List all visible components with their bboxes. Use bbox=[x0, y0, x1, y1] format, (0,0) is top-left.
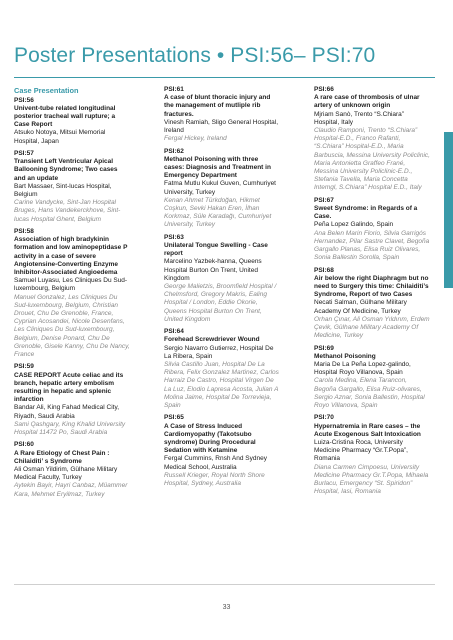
abstract-entry bbox=[164, 328, 280, 410]
abstract-title: Forehead Screwdriever Wound bbox=[164, 336, 260, 344]
abstract-authors: Bandar Ali, King Fahad Medical City, Riyadh, Saudi Arabia bbox=[14, 404, 120, 420]
abstract-id: PSI:58 bbox=[14, 228, 34, 236]
abstract-coauthors: Claudio Ramponi, Trento “S.Chiara” Hospital-E.D., Franco Rafanti, “S.Chiara” Hospital-E.D., Maria Barbuscia, Messina University Policlinic, Maria Antonietta Graffeo Frané, Messina University Policlinic-E.D., Stefania Tavella, Maria Concetta Intemgl, S.Chiara” Hospital E.D., Italy bbox=[314, 127, 430, 192]
abstract-coauthors: Aytekin Bayir, Hayri Canbaz, Müammer Kara, Mehmet Eryilmaz, Turkey bbox=[14, 482, 128, 498]
abstract-authors: Ali Osman Yildirim, Gülhane Military Medical Faculty, Turkey bbox=[14, 466, 118, 482]
abstract-entry bbox=[314, 345, 430, 411]
abstract-coauthors: Carine Vandycke, Sint-Jan Hospital Bruges, Hans Vandekerckhove, Sint-lucas Hospital Ghent, Belgium bbox=[14, 199, 121, 223]
abstract-authors: Fergal Cummins, Rnsh And Sydney Medical School, Australia bbox=[164, 455, 267, 471]
abstract-id: PSI:64 bbox=[164, 328, 184, 336]
abstract-title: A Case of Stress Induced Cardiomyopathy (Takotsubo syndrome) During Procedural Sedation with Ketamine bbox=[164, 422, 256, 455]
abstract-id: PSI:68 bbox=[314, 266, 334, 274]
abstract-id: PSI:65 bbox=[164, 414, 184, 422]
abstract-entry bbox=[164, 86, 280, 143]
abstract-coauthors: Silvia Castillo Juan, Hospital De La Ribera, Felix Gonzalez Martinez, Carlos Harraiz De Castro, Hospital Virgen De La Luz, Elodio Lapresa Acosta, Julian A Molina Jaime, Hospital De Torrevieja, Spain bbox=[164, 361, 279, 410]
abstract-entry bbox=[314, 267, 430, 341]
abstract-coauthors: Kenan Ahmet Türkdoğan, Hikmet Coşkun, Sevki Hakan Eren, İlhan Korkmaz, Süle Karadağı, Cumhuriyet University, Turkey bbox=[164, 196, 272, 229]
title-divider bbox=[14, 77, 435, 78]
abstract-id: PSI:57 bbox=[14, 150, 34, 157]
abstract-coauthors: Ana Belen Marin Florio, Silvia Garrigós Hernandez, Pilar Sastre Clavet, Begoña Gargallo Planas, Elisa Ruiz Olivares, Sonia Ballestin Sorolla, Spain bbox=[314, 229, 430, 262]
abstract-coauthors: Orhan Çınar, Ali Osman Yıldırım, Erdem Çevik, Gülhane Military Academy Of Medicine, Turkey bbox=[314, 315, 430, 340]
abstract-entry bbox=[14, 363, 130, 437]
abstract-authors: Marcelino Yazbek-hanna, Queens Hospital Burton On Trent, United Kingdom bbox=[164, 258, 262, 282]
abstract-id: PSI:62 bbox=[164, 147, 184, 155]
abstract-title: Hypernatremia in Rare cases – the Acute Exogenous Salt Intoxication bbox=[314, 422, 421, 438]
abstract-authors: Luiza-Cristina Roca, University Medicine Pharmacy “Gr.T.Popa”, Romania bbox=[314, 439, 408, 463]
abstract-authors: Samuel Luyasu, Les Cliniques Du Sud-luxembourg, Belgium bbox=[14, 277, 128, 293]
abstract-authors: Bart Massaer, Sint-lucas Hospital, Belgium bbox=[14, 182, 112, 199]
abstract-id: PSI:69 bbox=[314, 344, 334, 352]
column-2 bbox=[164, 86, 280, 492]
abstract-entry bbox=[164, 148, 280, 230]
abstract-id: PSI:63 bbox=[164, 233, 184, 241]
abstract-entry bbox=[164, 414, 280, 488]
abstract-entry bbox=[14, 441, 130, 498]
page-number: 33 bbox=[222, 604, 231, 611]
footer-divider bbox=[14, 584, 435, 585]
abstract-authors: Peña Lopez Galindo, Spain bbox=[314, 221, 394, 229]
abstract-title: A case of blunt thoracic injury and the management of mutliple rib fractures. bbox=[164, 94, 271, 118]
abstract-title: A rare case of thrombosis of ulnar artery of unknown origin bbox=[314, 94, 420, 110]
abstract-coauthors: Manuel Gonzalez, Les Cliniques Du Sud-luxembourg, Belgium, Christian Drouet, Chu De Grenoble, France, Cyprian Acosandei, Nicole Desenfans, Les Cliniques Du Sud-luxembourg, Belgium, Denise Ponard, Chu De Grenoble, Gisele Kanny, Chu De Nancy, France bbox=[14, 293, 130, 359]
abstract-id: PSI:60 bbox=[14, 441, 34, 449]
column-1 bbox=[14, 86, 130, 503]
abstract-entry bbox=[314, 414, 430, 496]
side-tab-marker bbox=[444, 132, 453, 288]
abstract-entry bbox=[314, 86, 430, 193]
abstract-coauthors: Russell Krieger, Royal North Shore Hospital, Sydney, Australia bbox=[164, 471, 265, 488]
abstract-coauthors: George Malietzis, Broomfield Hospital / Chelmsford, Gregory Makris, Ealing Hospital / London, Eddie Okorie, Queens Hospital Burton On Trent, United Kingdom bbox=[164, 283, 277, 323]
abstract-id: PSI:59 bbox=[14, 363, 34, 371]
abstract-authors: Vinesh Ramiah, Sligo General Hospital, Ireland bbox=[164, 118, 279, 135]
abstract-authors: Atsuko Notoya, Mitsui Memorial Hospital, Japan bbox=[14, 129, 106, 145]
abstract-authors: Mjriam Sanò, Trento “S.Chiara” Hospital, Italy bbox=[314, 110, 404, 126]
abstract-id: PSI:66 bbox=[314, 86, 334, 93]
abstract-title: Sweet Syndrome: in Regards of a Case. bbox=[314, 205, 418, 221]
abstract-entry bbox=[14, 97, 130, 146]
abstract-coauthors: Diana Carmen Cimpoesu, University Medicine Pharmacy Gr.T.Popa, Mihaela Burlacu, Emergency “St. Spiridon” Hospital, Iasi, Romania bbox=[314, 463, 429, 496]
abstract-id: PSI:70 bbox=[314, 414, 334, 422]
abstract-title: Methanol Poisoning bbox=[314, 352, 376, 360]
abstract-id: PSI:61 bbox=[164, 86, 184, 93]
abstract-title: Association of high bradykinin formation and low aminopeptidase P activity in a case of severe Angiotensine-Converting Enzyme Inhibitor-Associated Angioedema bbox=[14, 236, 128, 277]
abstract-authors: Sergio Navarro Gutierrez, Hospital De La Ribera, Spain bbox=[164, 344, 274, 360]
abstract-coauthors: Carola Medina, Elena Tarancon, Begoña Gargallo, Elisa Ruiz-olivares, Sergio Aznar, Sonia Ballestin, Hospital Royo Villanova, Spain bbox=[314, 377, 425, 410]
abstract-entry bbox=[314, 197, 430, 263]
abstract-title: CASE REPORT Acute celiac and its branch, hepatic artery embolism resulting in hepatic and splenic infarction bbox=[14, 371, 124, 404]
abstract-authors: Necati Salman, Gülhane Military Academy Of Medicine, Turkey bbox=[314, 299, 407, 315]
abstract-authors: Maria De La Peña Lopez-galindo, Hospital Royo Villanova, Spain bbox=[314, 361, 411, 377]
abstract-id: PSI:67 bbox=[314, 196, 334, 204]
abstract-title: Methanol Poisoning with three cases: Diagnosis and Treatment in Emergency Department bbox=[164, 155, 271, 180]
abstract-id: PSI:56 bbox=[14, 96, 34, 104]
section-title: Case Presentation bbox=[14, 86, 79, 95]
column-3 bbox=[314, 86, 430, 501]
abstract-authors: Fatma Mutlu Kukul Guven, Cumhuriyet University, Turkey bbox=[164, 180, 276, 196]
page-title: Poster Presentations • PSI:56– PSI:70 bbox=[14, 44, 376, 67]
abstract-entry bbox=[164, 234, 280, 324]
abstract-coauthors: Fergal Hickey, Ireland bbox=[164, 135, 227, 143]
abstract-title: Univent-tube related longitudinal posterior tracheal wall rupture; a Case Report bbox=[14, 104, 116, 129]
abstract-title: A Rare Etiology of Chest Pain : Chilaiditi’ s Syndrome bbox=[14, 449, 110, 465]
abstract-title: Unilateral Tongue Swelling - Case report bbox=[164, 242, 268, 258]
abstract-title: Air below the right Diaphragm but no need to Surgery this time: Chilaiditi’s Syndrome, Report of two Cases bbox=[314, 274, 429, 299]
abstract-coauthors: Sami Qashgary, King Khalid University Hospital 11472 Po, Saudi Arabia bbox=[14, 420, 126, 437]
abstract-entry bbox=[14, 150, 130, 224]
abstract-title: Transient Left Ventricular Apical Ballooning Syndrome; Two cases and an update bbox=[14, 158, 118, 182]
abstract-entry bbox=[14, 228, 130, 359]
